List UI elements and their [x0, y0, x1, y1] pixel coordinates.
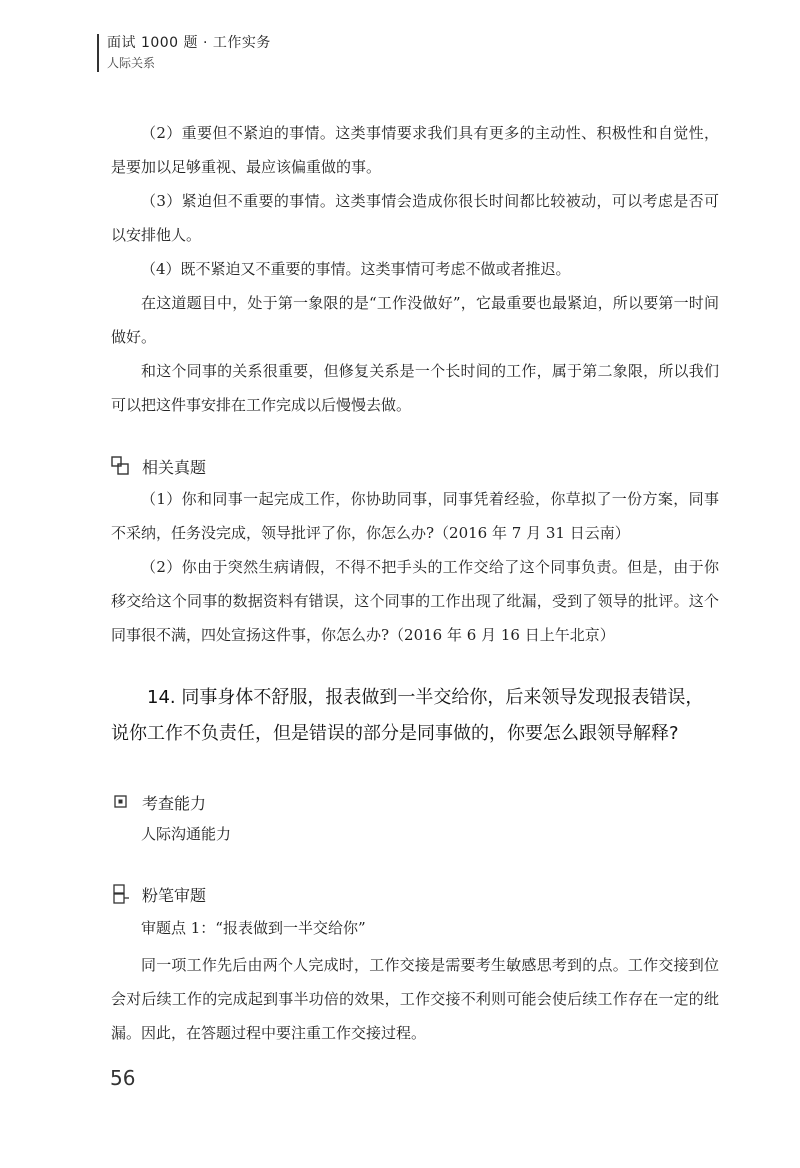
analysis-label: 粉笔审题 — [142, 885, 207, 905]
analysis-icon — [110, 883, 132, 905]
analysis-point: 审题点 1：“报表做到一半交给你” — [141, 919, 366, 937]
paragraph-quadrant-4: （4）既不紧迫又不重要的事情。这类事情可考虑不做或者推迟。 — [141, 260, 571, 278]
book-title: 面试 1000 题 · 工作实务 — [107, 35, 271, 51]
ability-content: 人际沟通能力 — [141, 825, 232, 843]
question-title: 14. 同事身体不舒服，报表做到一半交给你，后来领导发现报表错误，说你工作不负责任，但是错误的部分是同事做的，你要怎么跟领导解释? — [111, 687, 704, 744]
paragraph-quadrant-2: （2）重要但不紧迫的事情。这类事情要求我们具有更多的主动性、积极性和自觉性，是要加以足够重视、最应该偏重做的事。 — [111, 124, 719, 176]
related-questions-icon — [110, 455, 132, 477]
ability-label: 考查能力 — [142, 793, 207, 813]
related-questions-heading — [110, 454, 206, 478]
ability-heading — [110, 790, 206, 814]
analysis-paragraph: 同一项工作先后由两个人完成时，工作交接是需要考生敏感思考到的点。工作交接到位会对后续工作的完成起到事半功倍的效果，工作交接不利则可能会使后续工作存在一定的纰漏。因此，在答题过程中要注重工作交接过程。 — [111, 956, 719, 1042]
ability-icon — [110, 791, 132, 813]
paragraph-relationship: 和这个同事的关系很重要，但修复关系是一个长时间的工作，属于第二象限，所以我们可以把这件事安排在工作完成以后慢慢去做。 — [111, 362, 719, 414]
paragraph-quadrant-3: （3）紧迫但不重要的事情。这类事情会造成你很长时间都比较被动，可以考虑是否可以安排他人。 — [111, 192, 719, 244]
running-header — [97, 34, 271, 72]
page-number: 56 — [110, 1066, 136, 1090]
chapter-subtitle: 人际关系 — [107, 56, 156, 70]
related-question-1: （1）你和同事一起完成工作，你协助同事，同事凭着经验，你草拟了一份方案，同事不采纳，任务没完成，领导批评了你，你怎么办?（2016 年 7 月 31 日云南） — [111, 490, 719, 542]
related-questions-label: 相关真题 — [142, 457, 207, 477]
related-question-2: （2）你由于突然生病请假，不得不把手头的工作交给了这个同事负责。但是，由于你移交给这个同事的数据资料有错误，这个同事的工作出现了纰漏，受到了领导的批评。这个同事很不满，四处宣扬这件事，你怎么办?（2016 年 6 月 16 日上午北京） — [111, 558, 719, 644]
analysis-heading — [110, 882, 206, 906]
paragraph-first-quadrant: 在这道题目中，处于第一象限的是“工作没做好”，它最重要也最紧迫，所以要第一时间做好。 — [111, 294, 719, 346]
